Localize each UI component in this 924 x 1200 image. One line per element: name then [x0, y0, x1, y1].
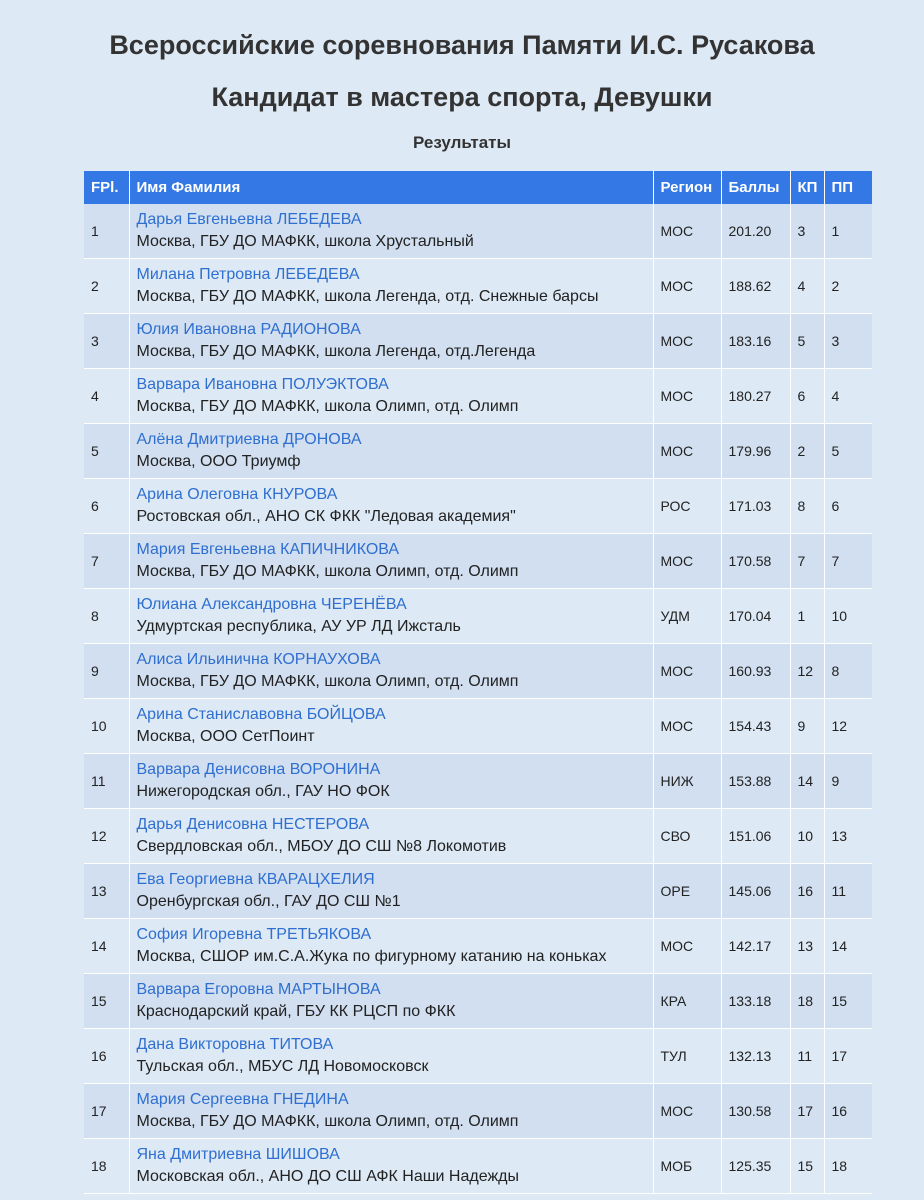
skater-club: Москва, ГБУ ДО МАФКК, школа Олимп, отд. Олимп — [136, 563, 519, 580]
skater-name-link[interactable]: Варвара Ивановна ПОЛУЭКТОВА — [136, 376, 389, 393]
score-cell: 142.17 — [721, 919, 790, 974]
results-table — [84, 171, 872, 1194]
score-cell: 160.93 — [721, 644, 790, 699]
skater-name-link[interactable]: Мария Евгеньевна КАПИЧНИКОВА — [136, 541, 400, 558]
pp-cell: 11 — [824, 864, 872, 919]
name-cell — [129, 1029, 653, 1084]
pp-cell: 13 — [824, 809, 872, 864]
kp-cell: 12 — [790, 644, 824, 699]
table-header-row — [84, 171, 872, 204]
name-cell — [129, 424, 653, 479]
place-cell: 18 — [84, 1139, 129, 1194]
table-row — [84, 754, 872, 809]
pp-cell: 12 — [824, 699, 872, 754]
kp-cell: 8 — [790, 479, 824, 534]
region-cell: ТУЛ — [653, 1029, 721, 1084]
pp-cell: 16 — [824, 1084, 872, 1139]
skater-club: Москва, ГБУ ДО МАФКК, школа Хрустальный — [136, 233, 474, 250]
table-row — [84, 589, 872, 644]
skater-club: Москва, ГБУ ДО МАФКК, школа Легенда, отд. Снежные барсы — [136, 288, 599, 305]
place-cell: 1 — [84, 204, 129, 259]
table-row — [84, 919, 872, 974]
header-name[interactable]: Имя Фамилия — [129, 171, 653, 204]
kp-cell: 14 — [790, 754, 824, 809]
score-cell: 179.96 — [721, 424, 790, 479]
pp-cell: 17 — [824, 1029, 872, 1084]
region-cell: КРА — [653, 974, 721, 1029]
place-cell: 14 — [84, 919, 129, 974]
place-cell: 10 — [84, 699, 129, 754]
name-cell — [129, 534, 653, 589]
results-subtitle: Результаты — [412, 133, 511, 152]
kp-cell: 13 — [790, 919, 824, 974]
region-cell: МОС — [653, 424, 721, 479]
kp-cell: 5 — [790, 314, 824, 369]
kp-cell: 1 — [790, 589, 824, 644]
place-cell: 8 — [84, 589, 129, 644]
skater-name-link[interactable]: Юлиана Александровна ЧЕРЕНЁВА — [136, 596, 407, 613]
score-cell: 201.20 — [721, 204, 790, 259]
skater-club: Краснодарский край, ГБУ КК РЦСП по ФКК — [136, 1003, 456, 1020]
score-cell: 153.88 — [721, 754, 790, 809]
kp-cell: 18 — [790, 974, 824, 1029]
score-cell: 130.58 — [721, 1084, 790, 1139]
skater-club: Москва, СШОР им.С.А.Жука по фигурному катанию на коньках — [136, 948, 607, 965]
name-cell — [129, 809, 653, 864]
skater-club: Ростовская обл., АНО СК ФКК "Ледовая академия" — [136, 508, 516, 525]
skater-club: Москва, ГБУ ДО МАФКК, школа Олимп, отд. Олимп — [136, 398, 519, 415]
pp-cell: 6 — [824, 479, 872, 534]
score-cell: 154.43 — [721, 699, 790, 754]
name-cell — [129, 369, 653, 424]
skater-name-link[interactable]: Яна Дмитриевна ШИШОВА — [136, 1146, 340, 1163]
page-title: Всероссийские соревнования Памяти И.С. Русакова — [109, 30, 815, 60]
header-region[interactable]: Регион — [653, 171, 721, 204]
region-cell: МОС — [653, 369, 721, 424]
table-row — [84, 204, 872, 259]
table-row — [84, 259, 872, 314]
skater-name-link[interactable]: Арина Олеговна КНУРОВА — [136, 486, 338, 503]
pp-cell: 7 — [824, 534, 872, 589]
skater-club: Тульская обл., МБУС ЛД Новомосковск — [136, 1058, 429, 1075]
name-cell — [129, 919, 653, 974]
skater-name-link[interactable]: Варвара Денисовна ВОРОНИНА — [136, 761, 381, 778]
pp-cell: 3 — [824, 314, 872, 369]
header-pp[interactable]: ПП — [824, 171, 872, 204]
name-cell — [129, 204, 653, 259]
table-row — [84, 644, 872, 699]
skater-name-link[interactable]: Дана Викторовна ТИТОВА — [136, 1036, 334, 1053]
score-cell: 133.18 — [721, 974, 790, 1029]
name-cell — [129, 314, 653, 369]
kp-cell: 7 — [790, 534, 824, 589]
skater-name-link[interactable]: Дарья Евгеньевна ЛЕБЕДЕВА — [136, 211, 362, 228]
skater-name-link[interactable]: Алиса Ильинична КОРНАУХОВА — [136, 651, 381, 668]
region-cell: РОС — [653, 479, 721, 534]
score-cell: 151.06 — [721, 809, 790, 864]
kp-cell: 11 — [790, 1029, 824, 1084]
table-row — [84, 1139, 872, 1194]
header-place[interactable]: FPl. — [84, 171, 129, 204]
region-cell: НИЖ — [653, 754, 721, 809]
kp-cell: 10 — [790, 809, 824, 864]
skater-name-link[interactable]: Юлия Ивановна РАДИОНОВА — [136, 321, 361, 338]
score-cell: 125.35 — [721, 1139, 790, 1194]
region-cell: МОС — [653, 919, 721, 974]
skater-club: Москва, ООО Триумф — [136, 453, 301, 470]
region-cell: УДМ — [653, 589, 721, 644]
name-cell — [129, 1139, 653, 1194]
skater-name-link[interactable]: Милана Петровна ЛЕБЕДЕВА — [136, 266, 360, 283]
name-cell — [129, 259, 653, 314]
skater-club: Удмуртская республика, АУ УР ЛД Ижсталь — [136, 618, 461, 635]
score-cell: 188.62 — [721, 259, 790, 314]
table-row — [84, 974, 872, 1029]
skater-club: Свердловская обл., МБОУ ДО СШ №8 Локомотив — [136, 838, 507, 855]
kp-cell: 4 — [790, 259, 824, 314]
table-row — [84, 1029, 872, 1084]
region-cell: МОС — [653, 644, 721, 699]
pp-cell: 1 — [824, 204, 872, 259]
place-cell: 7 — [84, 534, 129, 589]
pp-cell: 9 — [824, 754, 872, 809]
skater-name-link[interactable]: Мария Сергеевна ГНЕДИНА — [136, 1091, 349, 1108]
place-cell: 12 — [84, 809, 129, 864]
region-cell: МОС — [653, 699, 721, 754]
pp-cell: 4 — [824, 369, 872, 424]
score-cell: 180.27 — [721, 369, 790, 424]
kp-cell: 9 — [790, 699, 824, 754]
results-body — [84, 204, 872, 1194]
skater-name-link[interactable]: София Игоревна ТРЕТЬЯКОВА — [136, 926, 372, 943]
kp-cell: 16 — [790, 864, 824, 919]
skater-name-link[interactable]: Алёна Дмитриевна ДРОНОВА — [136, 431, 362, 448]
table-row — [84, 809, 872, 864]
table-row — [84, 369, 872, 424]
pp-cell: 18 — [824, 1139, 872, 1194]
score-cell: 170.04 — [721, 589, 790, 644]
skater-name-link[interactable]: Варвара Егоровна МАРТЫНОВА — [136, 981, 381, 998]
place-cell: 11 — [84, 754, 129, 809]
place-cell: 13 — [84, 864, 129, 919]
region-cell: МОС — [653, 1084, 721, 1139]
name-cell — [129, 699, 653, 754]
pp-cell: 5 — [824, 424, 872, 479]
table-row — [84, 314, 872, 369]
name-cell — [129, 754, 653, 809]
pp-cell: 10 — [824, 589, 872, 644]
skater-club: Москва, ГБУ ДО МАФКК, школа Легенда, отд.Легенда — [136, 343, 536, 360]
header-score[interactable]: Баллы — [721, 171, 790, 204]
table-row — [84, 479, 872, 534]
pp-cell: 2 — [824, 259, 872, 314]
region-cell: СВО — [653, 809, 721, 864]
name-cell — [129, 1084, 653, 1139]
category-title: Кандидат в мастера спорта, Девушки — [211, 82, 713, 112]
region-cell: МОБ — [653, 1139, 721, 1194]
table-row — [84, 1084, 872, 1139]
place-cell: 5 — [84, 424, 129, 479]
skater-club: Москва, ГБУ ДО МАФКК, школа Олимп, отд. Олимп — [136, 673, 519, 690]
kp-cell: 17 — [790, 1084, 824, 1139]
score-cell: 170.58 — [721, 534, 790, 589]
place-cell: 17 — [84, 1084, 129, 1139]
header-kp[interactable]: КП — [790, 171, 824, 204]
kp-cell: 2 — [790, 424, 824, 479]
name-cell — [129, 974, 653, 1029]
score-cell: 183.16 — [721, 314, 790, 369]
table-row — [84, 424, 872, 479]
place-cell: 6 — [84, 479, 129, 534]
region-cell: ОРЕ — [653, 864, 721, 919]
name-cell — [129, 479, 653, 534]
skater-club: Московская обл., АНО ДО СШ АФК Наши Надежды — [136, 1168, 519, 1185]
skater-club: Нижегородская обл., ГАУ НО ФОК — [136, 783, 390, 800]
skater-name-link[interactable]: Ева Георгиевна КВАРАЦХЕЛИЯ — [136, 871, 375, 888]
name-cell — [129, 644, 653, 699]
place-cell: 9 — [84, 644, 129, 699]
score-cell: 132.13 — [721, 1029, 790, 1084]
place-cell: 2 — [84, 259, 129, 314]
table-row — [84, 699, 872, 754]
kp-cell: 6 — [790, 369, 824, 424]
pp-cell: 8 — [824, 644, 872, 699]
table-row — [84, 534, 872, 589]
region-cell: МОС — [653, 259, 721, 314]
skater-club: Москва, ООО СетПоинт — [136, 728, 315, 745]
table-row — [84, 864, 872, 919]
region-cell: МОС — [653, 314, 721, 369]
place-cell: 15 — [84, 974, 129, 1029]
skater-name-link[interactable]: Арина Станиславовна БОЙЦОВА — [136, 706, 386, 723]
pp-cell: 14 — [824, 919, 872, 974]
score-cell: 145.06 — [721, 864, 790, 919]
name-cell — [129, 864, 653, 919]
kp-cell: 15 — [790, 1139, 824, 1194]
region-cell: МОС — [653, 204, 721, 259]
skater-name-link[interactable]: Дарья Денисовна НЕСТЕРОВА — [136, 816, 370, 833]
region-cell: МОС — [653, 534, 721, 589]
place-cell: 3 — [84, 314, 129, 369]
kp-cell: 3 — [790, 204, 824, 259]
pp-cell: 15 — [824, 974, 872, 1029]
name-cell — [129, 589, 653, 644]
skater-club: Оренбургская обл., ГАУ ДО СШ №1 — [136, 893, 401, 910]
skater-club: Москва, ГБУ ДО МАФКК, школа Олимп, отд. Олимп — [136, 1113, 519, 1130]
score-cell: 171.03 — [721, 479, 790, 534]
place-cell: 4 — [84, 369, 129, 424]
place-cell: 16 — [84, 1029, 129, 1084]
